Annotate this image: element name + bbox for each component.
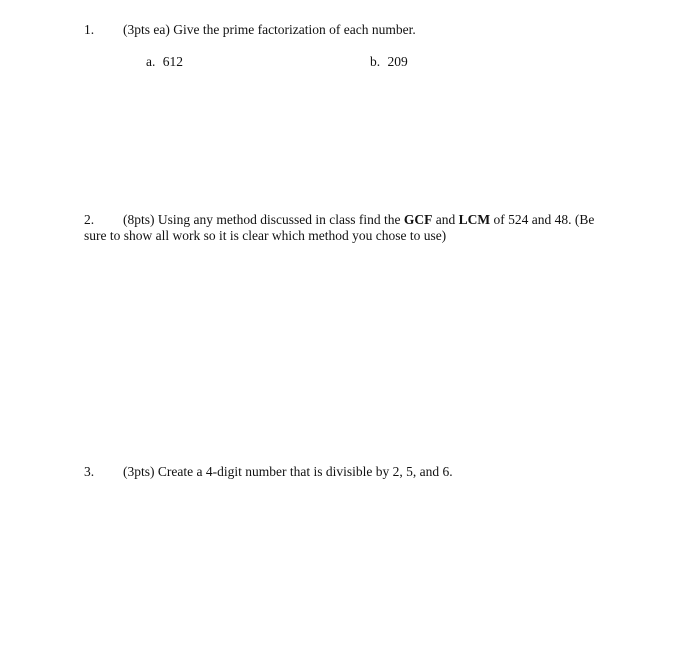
question-2-text-line2: sure to show all work so it is clear which method you chose to use)	[84, 228, 447, 243]
question-1a-value: 612	[162, 54, 183, 69]
question-1a-label: a.	[146, 54, 156, 69]
question-1-text: (3pts ea) Give the prime factorization of each number.	[123, 22, 416, 37]
lcm-term: LCM	[458, 212, 491, 227]
question-1b-value: 209	[387, 54, 408, 69]
question-3-number: 3.	[84, 464, 95, 479]
question-2-number: 2.	[84, 212, 95, 227]
question-3-text: (3pts) Create a 4-digit number that is divisible by 2, 5, and 6.	[123, 464, 453, 479]
question-2-text	[123, 212, 594, 228]
question-2-text-post: of 524 and 48. (Be	[490, 212, 595, 227]
question-1b	[370, 54, 408, 70]
question-2-text-pre: (8pts) Using any method discussed in class find the	[123, 212, 404, 227]
question-1-number: 1.	[84, 22, 95, 37]
gcf-term: GCF	[403, 212, 433, 227]
question-1b-label: b.	[370, 54, 381, 69]
question-1a	[146, 54, 183, 70]
question-2-text-mid: and	[432, 212, 459, 227]
